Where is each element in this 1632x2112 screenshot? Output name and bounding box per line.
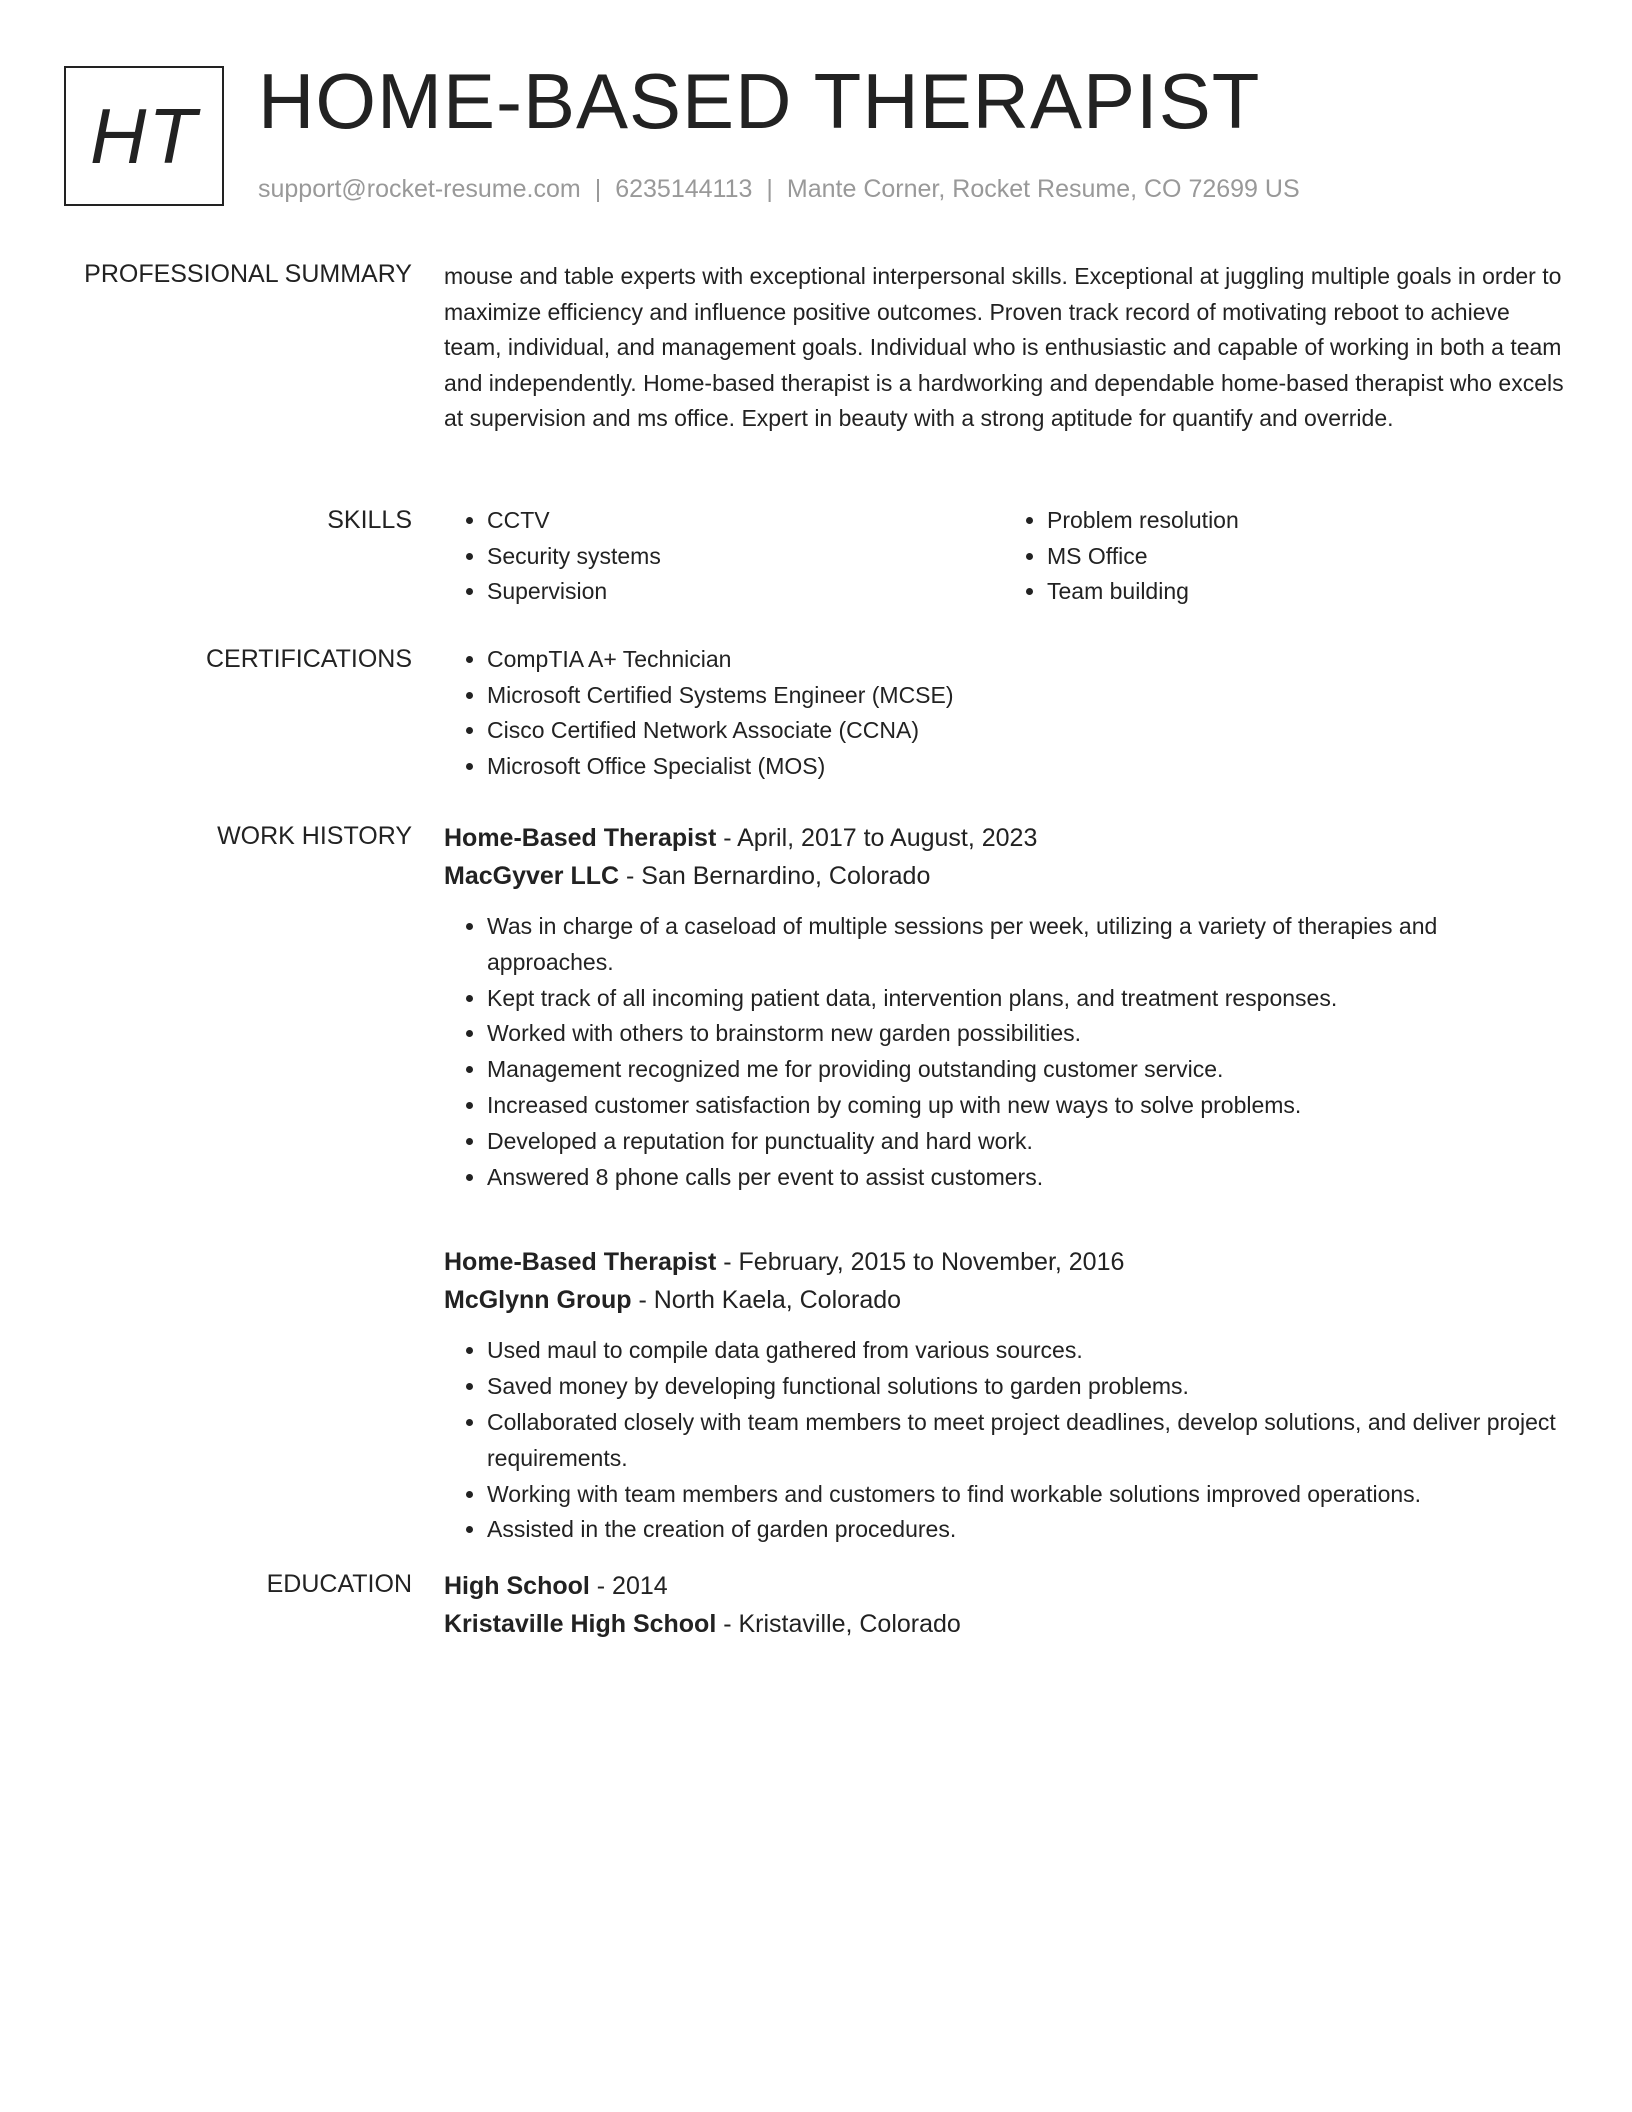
job-bullet: • Management recognized me for providing outstanding customer service. [487,1052,1564,1088]
certification-item: • CompTIA A+ Technician [487,642,1564,678]
job-dates: - February, 2015 to November, 2016 [716,1248,1125,1277]
job-bullet: • Assisted in the creation of garden procedures. [487,1512,1564,1548]
certifications-list [444,642,1564,784]
education-school: Kristaville High School [444,1610,717,1638]
skill-item: • MS Office [1047,539,1564,575]
work-history-body [444,819,1564,1548]
resume-name: HOME-BASED THERAPIST [258,57,1261,145]
work-history-label: WORK HISTORY [217,822,412,850]
skills-columns [444,503,1564,610]
job-bullet: • Increased customer satisfaction by coming up with new ways to solve problems. [487,1088,1564,1124]
certifications-body [444,642,1564,784]
skill-item: • Team building [1047,574,1564,610]
job-bullet: • Worked with others to brainstorm new garden possibilities. [487,1016,1564,1052]
job-location: - North Kaela, Colorado [631,1286,902,1315]
job-company: MacGyver LLC [444,862,620,890]
job-title: Home-Based Therapist [444,824,717,852]
job-entry [444,1243,1564,1548]
skill-item: • Security systems [487,539,1004,575]
education-degree-line [444,1567,1564,1605]
job-bullet: • Used maul to compile data gathered from various sources. [487,1333,1564,1369]
contact-address: Mante Corner, Rocket Resume, CO 72699 US [786,175,1300,203]
certification-item: • Microsoft Office Specialist (MOS) [487,749,1564,785]
job-title-line [444,1243,1564,1281]
education-label: EDUCATION [266,1570,412,1598]
job-bullet: • Saved money by developing functional solutions to garden problems. [487,1369,1564,1405]
education-body [444,1567,1564,1643]
job-bullet: • Kept track of all incoming patient data, intervention plans, and treatment responses. [487,981,1564,1017]
skill-item: • Problem resolution [1047,503,1564,539]
job-title-line [444,819,1564,857]
contact-email: support@rocket-resume.com [258,175,581,203]
monogram-initials: HT [90,91,198,180]
contact-phone: 6235144113 [615,175,753,203]
monogram-box [64,66,224,206]
job-bullet: • Answered 8 phone calls per event to assist customers. [487,1160,1564,1196]
job-location: - San Bernardino, Colorado [619,862,931,890]
skill-item: • Supervision [487,574,1004,610]
job-company: McGlynn Group [444,1286,632,1315]
education-location: - Kristaville, Colorado [716,1610,961,1638]
contact-separator: | [594,175,602,203]
job-dates: - April, 2017 to August, 2023 [716,824,1038,852]
skills-label: SKILLS [327,506,412,534]
certifications-label: CERTIFICATIONS [205,645,412,673]
certification-item: • Cisco Certified Network Associate (CCNA) [487,713,1564,749]
job-entry [444,819,1564,1195]
certification-item: • Microsoft Certified Systems Engineer (MCSE) [487,678,1564,714]
skills-list-right [1004,503,1564,610]
job-bullet: • Working with team members and customers to find workable solutions improved operations. [487,1477,1564,1513]
skills-list-left [444,503,1004,610]
job-bullet: • Developed a reputation for punctuality and hard work. [487,1124,1564,1160]
job-bullet: • Was in charge of a caseload of multiple sessions per week, utilizing a variety of therapies and approaches. [487,909,1564,981]
job-bullet-list [444,1333,1564,1548]
summary-text: mouse and table experts with exceptional interpersonal skills. Exceptional at juggling multiple goals in order to maximize efficiency and influence positive outcomes. Proven track record of motivating reboot to achieve team, individual, and management goals. Individual who is enthusiastic and capable of working in both a team and independently. Home-based therapist is a hardworking and dependable home-based therapist who excels at supervision and ms office. Expert in beauty with a strong aptitude for quantify and override. [444,263,1564,431]
job-bullet-list [444,909,1564,1195]
education-year: - 2014 [589,1572,668,1600]
summary-body [444,259,1564,437]
skills-body [444,503,1564,610]
contact-line [258,172,1300,206]
summary-label: PROFESSIONAL SUMMARY [84,260,412,288]
job-title: Home-Based Therapist [444,1248,717,1277]
contact-separator: | [766,175,773,203]
education-school-line [444,1605,1564,1643]
job-company-line [444,1281,1564,1319]
education-degree: High School [444,1572,590,1600]
job-bullet: • Collaborated closely with team members to meet project deadlines, develop solutions, and deliver project requirements. [487,1405,1564,1477]
skill-item: • CCTV [487,503,1004,539]
job-company-line [444,857,1564,895]
